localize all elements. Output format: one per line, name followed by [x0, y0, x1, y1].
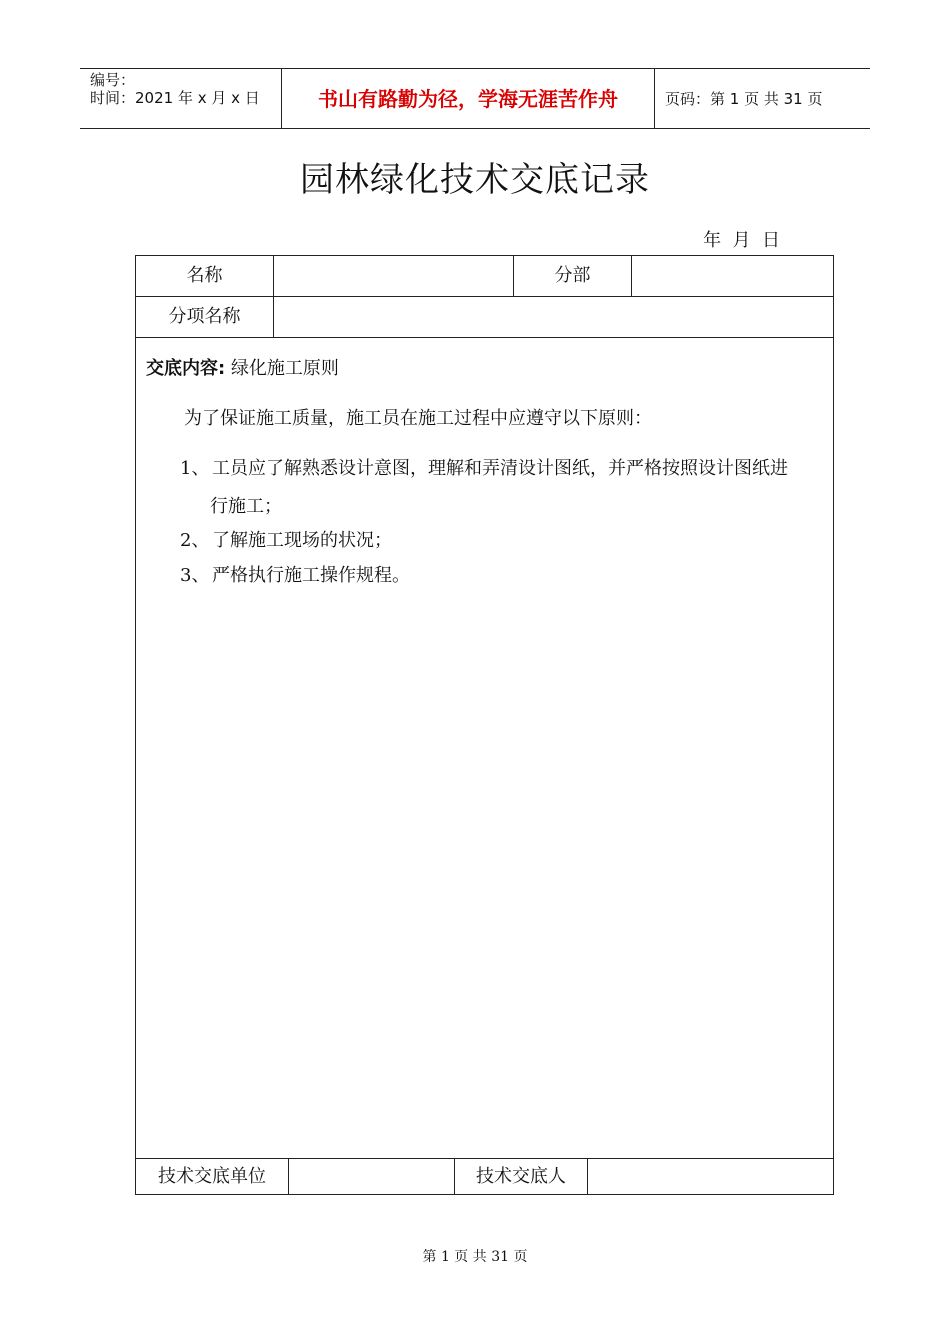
content-heading	[146, 357, 339, 381]
subitem-label: 分项名称	[168, 306, 241, 327]
name-label: 名称	[186, 265, 223, 286]
time-label: 时间：2021 年 x 月 x 日	[90, 89, 260, 107]
header-page-cell	[655, 69, 870, 128]
row-divider	[136, 296, 833, 297]
content-heading-label: 交底内容:	[146, 358, 226, 379]
column-divider	[273, 256, 274, 337]
page-footer: 第 1 页 共 31 页	[422, 1249, 528, 1265]
person-label: 技术交底人	[476, 1166, 566, 1187]
row-divider	[136, 1158, 833, 1159]
column-divider	[631, 256, 632, 296]
unit-label: 技术交底单位	[158, 1166, 266, 1187]
content-intro: 为了保证施工质量，施工员在施工过程中应遵守以下原则：	[184, 408, 652, 429]
list-item-text-continued: 行施工；	[210, 496, 282, 517]
disclosure-form-table	[135, 255, 834, 1195]
list-item-text: 了解施工现场的状况；	[212, 530, 392, 551]
list-item-number: 3、	[180, 565, 210, 586]
row-divider	[136, 337, 833, 338]
number-label: 编号：	[90, 71, 136, 89]
header-motto-cell	[282, 69, 655, 128]
document-title: 园林绿化技术交底记录	[300, 160, 650, 200]
list-item-text: 严格执行施工操作规程。	[212, 565, 410, 586]
header-meta-cell	[80, 69, 282, 128]
column-divider	[288, 1158, 289, 1195]
document-header	[80, 68, 870, 129]
content-heading-value: 绿化施工原则	[230, 358, 339, 379]
motto-text: 书山有路勤为径，学海无涯苦作舟	[318, 87, 618, 111]
division-label: 分部	[554, 265, 591, 286]
list-item-text: 工员应了解熟悉设计意图，理解和弄清设计图纸，并严格按照设计图纸进	[212, 458, 788, 479]
column-divider	[587, 1158, 588, 1195]
list-item-number: 2、	[180, 530, 210, 551]
page-info: 页码：第 1 页 共 31 页	[665, 90, 823, 108]
list-item-number: 1、	[180, 458, 210, 479]
date-placeholder: 年 月 日	[703, 230, 780, 251]
